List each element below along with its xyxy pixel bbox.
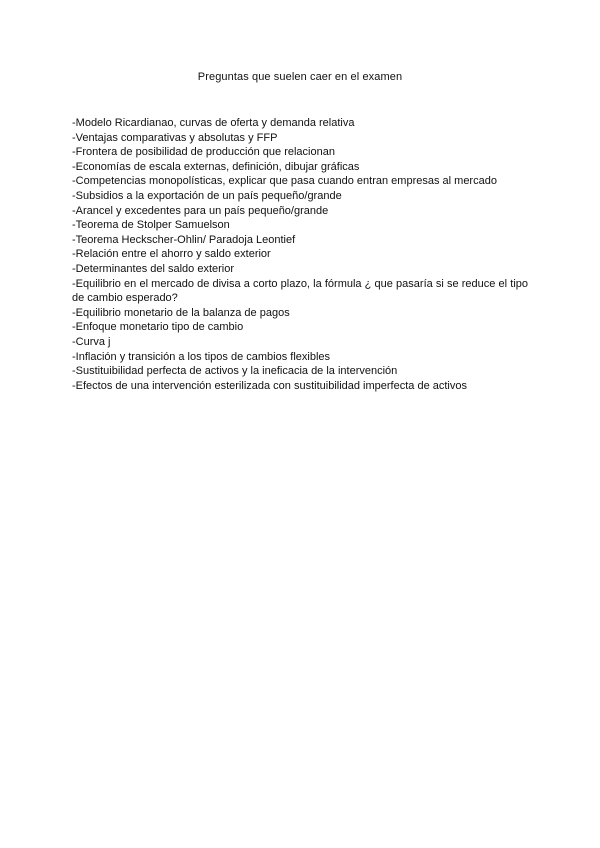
question-item: -Curva j [72,335,111,348]
question-item: -Relación entre el ahorro y saldo exterior [72,248,271,261]
question-item: -Equilibrio en el mercado de divisa a corto plazo, la fórmula ¿ que pasaría si se reduce el tipo de cambio esperado? [72,277,528,305]
question-item: -Determinantes del saldo exterior [72,262,235,275]
question-item: -Teorema Heckscher-Ohlin/ Paradoja Leontief [72,233,296,246]
question-item: -Arancel y excedentes para un país pequeño/grande [72,204,329,217]
question-item: -Efectos de una intervención esterilizada con sustituibilidad imperfecta de activos [72,379,467,392]
question-item: -Teorema de Stolper Samuelson [72,219,230,232]
document-title: Preguntas que suelen caer en el examen [197,71,403,83]
question-item: -Competencias monopolísticas, explicar que pasa cuando entran empresas al mercado [72,175,497,188]
question-item: -Inflación y transición a los tipos de cambios flexibles [72,350,331,363]
question-item: -Sustituibilidad perfecta de activos y la ineficacia de la intervención [72,365,398,378]
question-list [72,116,528,393]
question-item: -Modelo Ricardianao, curvas de oferta y demanda relativa [72,117,355,129]
question-item: -Subsidios a la exportación de un país pequeño/grande [72,189,342,202]
question-item: -Enfoque monetario tipo de cambio [72,321,244,334]
question-item: -Equilibrio monetario de la balanza de pagos [72,306,290,319]
question-item: -Frontera de posibilidad de producción que relacionan [72,146,335,159]
question-item: -Ventajas comparativas y absolutas y FFP [72,131,278,144]
question-item: -Economías de escala externas, definición, dibujar gráficas [72,160,360,173]
